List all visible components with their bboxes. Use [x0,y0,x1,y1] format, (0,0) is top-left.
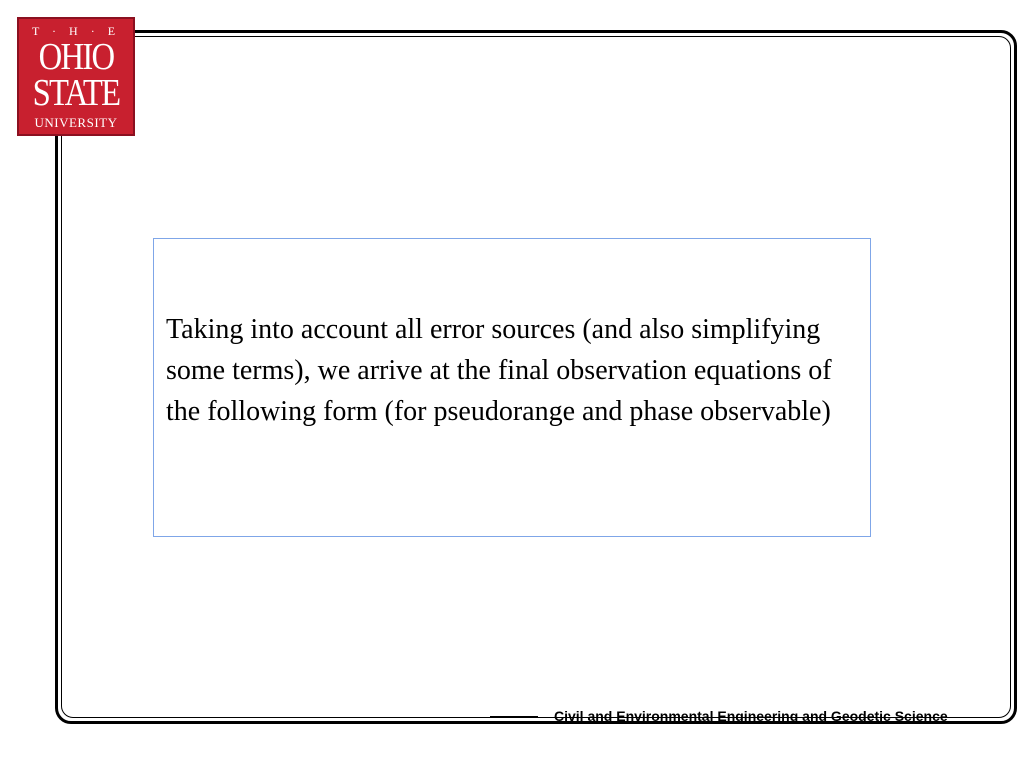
slide-body-text: Taking into account all error sources (and also simplifying some terms), we arrive at the final observation equations of the following form (for pseudorange and phase observable) [166,314,832,427]
logo-the: T · H · E [31,24,121,38]
footer-rule-top [490,716,538,718]
footer-rule-bottom [490,721,538,723]
content-text-box [153,238,871,537]
ohio-state-logo [17,17,135,136]
logo-state: STATE [32,72,120,114]
logo-ohio: OHIO [38,36,114,78]
footer-department: Civil and Environmental Engineering and Geodetic Science [554,708,948,724]
logo-university: UNIVERSITY [34,115,118,130]
